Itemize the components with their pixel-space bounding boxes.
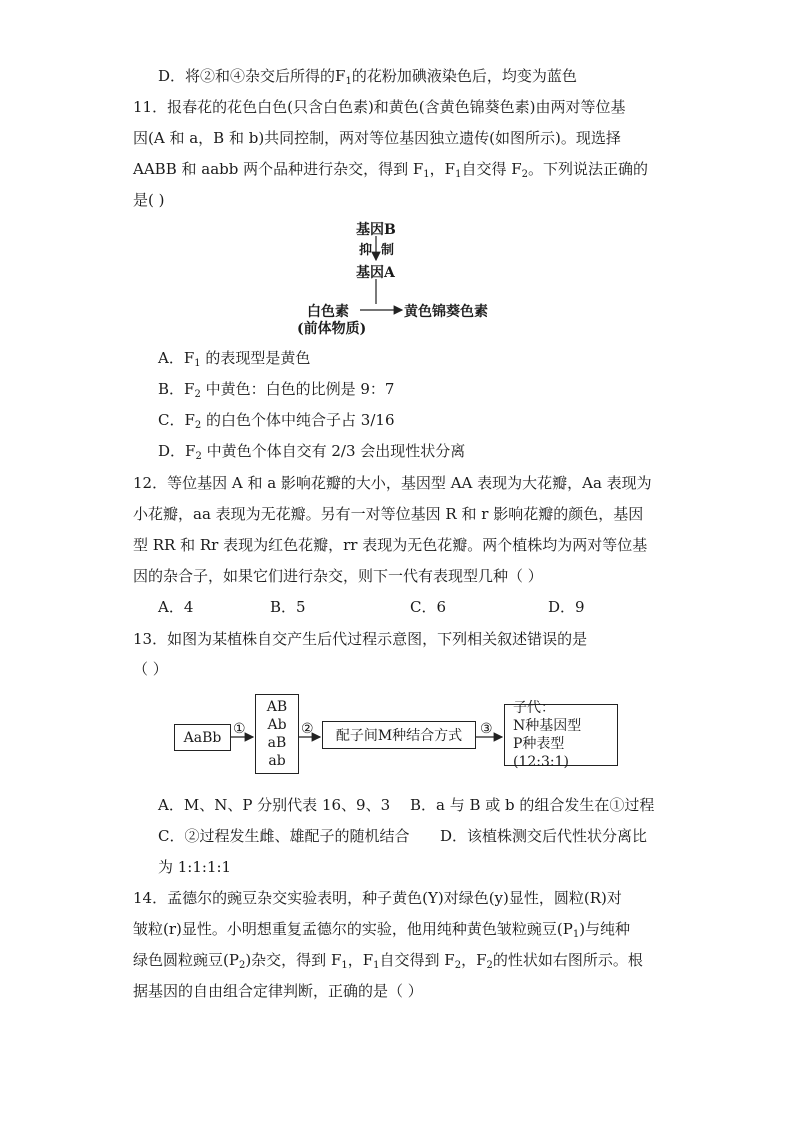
q13-option-c: C．②过程发生雌、雄配子的随机结合 (158, 827, 410, 845)
step-1-marker: ① (233, 721, 246, 737)
q12-stem-line-3: 型 RR 和 Rr 表现为红色花瓣，rr 表现为无色花瓣。两个植株均为两对等位基 (133, 536, 648, 554)
q11-option-d: D．$F_2$ 中黄色个体自交有 2/3 会出现性状分离 (158, 442, 466, 462)
q11-option-b: B．$F_2$ 中黄色：白色的比例是 9：7 (158, 380, 395, 400)
inhibit-label-left: 抑 (359, 243, 373, 258)
combination-text: 配子间M种结合方式 (335, 728, 463, 744)
step-3-marker: ③ (480, 721, 493, 737)
q13-option-a: A．M、N、P 分别代表 16、9、3 (158, 796, 391, 814)
white-pigment-label: 白色素 (307, 304, 349, 320)
q12-option-c: C．6 (410, 598, 447, 616)
q10-option-d: D．将②和④杂交后所得的$F_1$的花粉加碘液染色后，均变为蓝色 (158, 67, 577, 87)
q11-option-c: C．$F_2$ 的白色个体中纯合子占 3/16 (158, 411, 395, 431)
gene-b-label: 基因B (356, 222, 396, 238)
offspring-title: 子代： (513, 700, 555, 716)
offspring-phenotype: P种表型(12:3:1) (513, 736, 569, 770)
parent-genotype-box (174, 724, 231, 751)
q14-stem-line-4: 据基因的自由组合定律判断，正确的是（ ） (133, 982, 423, 1000)
offspring-box (504, 700, 618, 770)
parent-genotype: AaBb (183, 729, 222, 746)
q13-option-d-continued: 为 1:1:1:1 (158, 858, 232, 876)
q11-stem-line-1: 11．报春花的花色白色(只含白色素)和黄色(含黄色锦葵色素)由两对等位基 (133, 98, 626, 116)
q13-option-b: B．a 与 B 或 b 的组合发生在①过程 (410, 796, 655, 814)
q13-stem-line-2: （ ） (133, 660, 168, 678)
gametes-box (255, 694, 299, 774)
gamete-item: AB (266, 699, 288, 715)
q13-option-d: D．该植株测交后代性状分离比 (440, 827, 648, 845)
q12-option-b: B．5 (270, 598, 306, 616)
q11-option-a: A．$F_1$ 的表现型是黄色 (158, 349, 311, 369)
offspring-genotype: N种基因型 (513, 718, 582, 734)
q12-option-a: A．4 (158, 598, 194, 616)
q12-option-d: D．9 (548, 598, 585, 616)
gamete-item: Ab (267, 717, 287, 733)
q12-stem-line-2: 小花瓣，aa 表现为无花瓣。另有一对等位基因 R 和 r 影响花瓣的颜色，基因 (133, 505, 644, 523)
q11-stem-line-3: AABB 和 aabb 两个品种进行杂交，得到 $F_1$，$F_1$自交得 $F_2$。下列说法正确的 (133, 160, 649, 180)
gene-a-label: 基因A (356, 265, 395, 281)
q11-stem-line-2: 因(A 和 a，B 和 b)共同控制，两对等位基因独立遗传(如图所示)。现选择 (133, 129, 621, 147)
combination-box (322, 721, 476, 749)
inhibit-label-right: 制 (381, 243, 395, 258)
step-2-marker: ② (301, 721, 314, 737)
gamete-item: ab (268, 753, 286, 769)
q11-stem-line-4: 是( ) (133, 191, 165, 209)
q12-stem-line-4: 因的杂合子，如果它们进行杂交，则下一代有表现型几种（ ） (133, 567, 543, 585)
q14-stem-line-1: 14．孟德尔的豌豆杂交实验表明，种子黄色(Y)对绿色(y)显性，圆粒(R)对 (133, 889, 622, 907)
q14-stem-line-3: 绿色圆粒豌豆$(P_2)$杂交，得到 $F_1$，$F_1$自交得到 $F_2$，$F_2$的性状如右图所示。根 (133, 951, 643, 971)
precursor-label: (前体物质) (297, 321, 367, 337)
q12-stem-line-1: 12．等位基因 A 和 a 影响花瓣的大小，基因型 AA 表现为大花瓣，Aa 表现为 (133, 474, 652, 492)
yellow-pigment-label: 黄色锦葵色素 (404, 304, 488, 320)
q14-stem-line-2: 皱粒(r)显性。小明想重复孟德尔的实验，他用纯种黄色皱粒豌豆$(P_1)$与纯种 (133, 920, 631, 940)
gamete-item: aB (267, 735, 287, 751)
q13-stem-line-1: 13．如图为某植株自交产生后代过程示意图，下列相关叙述错误的是 (133, 630, 588, 648)
